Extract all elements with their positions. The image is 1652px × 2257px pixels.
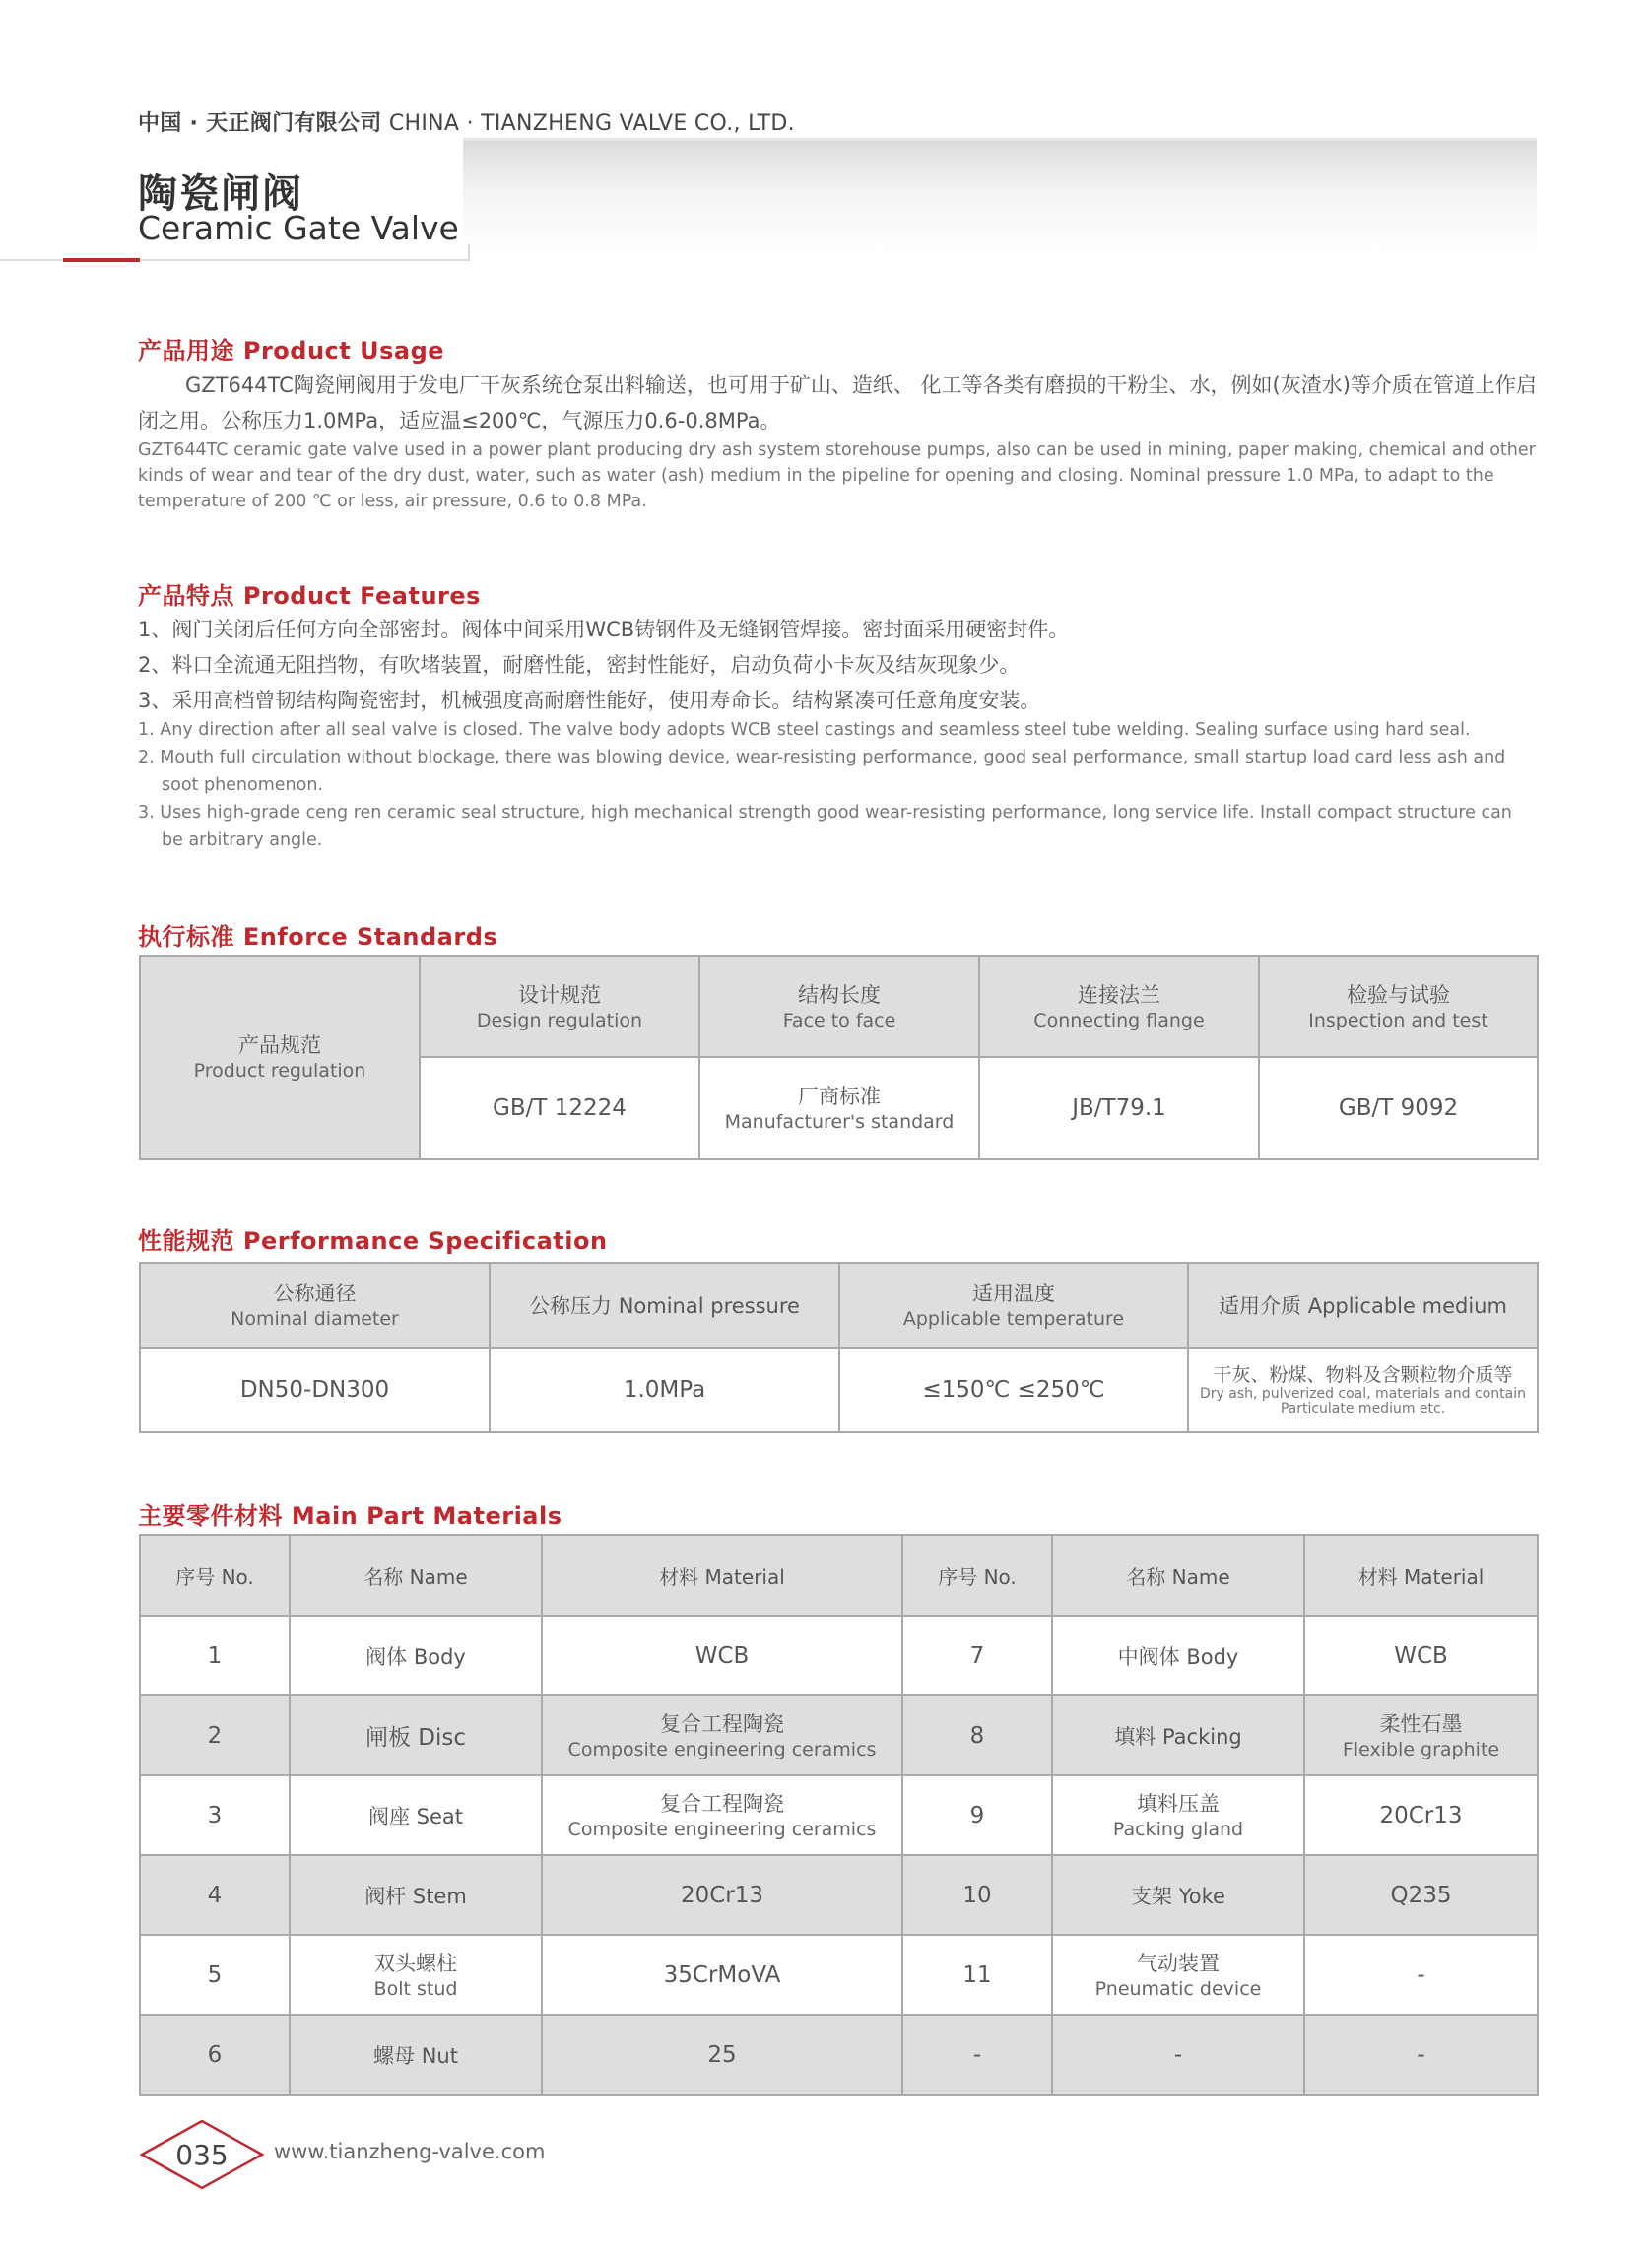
standards-col-cn: 结构长度	[798, 982, 881, 1007]
materials-name: 阀座 Seat	[290, 1775, 542, 1855]
materials-material: Q235	[1304, 1855, 1538, 1935]
materials-no: 8	[902, 1695, 1052, 1775]
table-row	[140, 1775, 1538, 1855]
table-row	[140, 1695, 1538, 1775]
performance-value-medium	[1188, 1348, 1538, 1432]
materials-name	[1052, 1935, 1304, 2015]
company-brand	[138, 106, 795, 137]
materials-name: 阀杆 Stem	[290, 1855, 542, 1935]
standards-table	[139, 955, 1539, 1160]
materials-no: 6	[140, 2015, 290, 2095]
performance-temp-en: Applicable temperature	[902, 1308, 1125, 1330]
materials-material-en: Composite engineering ceramics	[567, 1818, 877, 1840]
standards-value-design: GB/T 12224	[420, 1057, 699, 1159]
features-list-en	[138, 716, 1539, 854]
materials-header-cell: 材料 Material	[542, 1535, 902, 1616]
materials-material-en: Composite engineering ceramics	[567, 1738, 877, 1760]
materials-name: 阀体 Body	[290, 1616, 542, 1695]
materials-name	[1052, 1775, 1304, 1855]
performance-diameter-en: Nominal diameter	[231, 1308, 399, 1330]
standards-value-inspection: GB/T 9092	[1259, 1057, 1538, 1159]
title-underline-tick	[468, 244, 470, 261]
standards-header-cell	[420, 956, 699, 1057]
materials-material: 25	[542, 2015, 902, 2095]
usage-heading-cn: 产品用途	[138, 337, 234, 365]
feature-cn-item: 2、料口全流通无阻挡物，有吹堵装置，耐磨性能，密封性能好，启动负荷小卡灰及结灰现象少。	[138, 653, 1021, 677]
performance-heading-en: Performance Specification	[242, 1228, 608, 1255]
materials-no: 3	[140, 1775, 290, 1855]
standards-product-cell	[140, 956, 420, 1159]
materials-heading-en: Main Part Materials	[291, 1502, 562, 1530]
materials-table	[139, 1534, 1539, 2096]
usage-heading	[138, 331, 444, 365]
table-row	[140, 1855, 1538, 1935]
features-heading	[138, 576, 481, 611]
header-gradient-band	[463, 138, 1537, 251]
materials-material	[542, 1775, 902, 1855]
usage-paragraph-en: GZT644TC ceramic gate valve used in a power plant producing dry ash system storehouse pumps, also can be used in mining, paper making, chemical and other kinds of wear and tear of the dry dust, water, such as water (ash) medium in the pipeline for opening and closing. Nominal pressure 1.0 MPa, to adapt to the temperature of 200 ℃ or less, air pressure, 0.6 to 0.8 MPa.	[138, 440, 1536, 511]
performance-table	[139, 1262, 1539, 1433]
materials-material-cn: 复合工程陶瓷	[660, 1791, 784, 1816]
standards-heading	[138, 917, 497, 952]
standards-product-cn: 产品规范	[238, 1033, 321, 1057]
materials-material-cn: 柔性石墨	[1379, 1711, 1463, 1736]
performance-header-temp	[839, 1263, 1188, 1348]
performance-value-pressure: 1.0MPa	[490, 1348, 839, 1432]
materials-no: 2	[140, 1695, 290, 1775]
standards-face-en: Manufacturer's standard	[724, 1110, 955, 1133]
feature-cn-item: 1、阀门关闭后任何方向全部密封。阀体中间采用WCB铸钢件及无缝钢管焊接。密封面采用硬密封件。	[138, 618, 1070, 641]
website-link[interactable]: www.tianzheng-valve.com	[274, 2140, 546, 2163]
materials-name: 支架 Yoke	[1052, 1855, 1304, 1935]
standards-col-cn: 检验与试验	[1347, 982, 1450, 1007]
materials-material: 35CrMoVA	[542, 1935, 902, 2015]
performance-diameter-cn: 公称通径	[273, 1282, 357, 1305]
materials-material-en: Flexible graphite	[1342, 1738, 1500, 1760]
materials-header-cell: 材料 Material	[1304, 1535, 1538, 1616]
page-title-cn: 陶瓷闸阀	[138, 171, 303, 217]
materials-name	[290, 1935, 542, 2015]
materials-material: -	[1304, 1935, 1538, 2015]
performance-temp-cn: 适用温度	[972, 1282, 1055, 1305]
page-title-en: Ceramic Gate Valve	[138, 209, 459, 247]
materials-heading	[138, 1496, 562, 1531]
materials-material: WCB	[542, 1616, 902, 1695]
standards-heading-en: Enforce Standards	[242, 923, 498, 951]
materials-name-en: Bolt stud	[373, 1977, 458, 2000]
materials-name: 填料 Packing	[1052, 1695, 1304, 1775]
performance-header-pressure: 公称压力 Nominal pressure	[490, 1263, 839, 1348]
performance-value-temp: ≤150℃ ≤250℃	[839, 1348, 1188, 1432]
performance-medium-en: Dry ash, pulverized coal, materials and contain Particulate medium etc.	[1200, 1386, 1526, 1417]
materials-no: 9	[902, 1775, 1052, 1855]
materials-header-cell: 序号 No.	[140, 1535, 290, 1616]
materials-no: -	[902, 2015, 1052, 2095]
standards-col-cn: 连接法兰	[1078, 982, 1160, 1007]
feature-en-item: 3. Uses high-grade ceng ren ceramic seal structure, high mechanical strength good wear-resisting performance, long service life. Install compact structure can be arbitrary angle.	[138, 803, 1512, 850]
materials-name: 螺母 Nut	[290, 2015, 542, 2095]
performance-header-diameter	[140, 1263, 490, 1348]
materials-name-cn: 双头螺柱	[374, 1951, 457, 1975]
brand-en: CHINA · TIANZHENG VALVE CO., LTD.	[388, 111, 795, 136]
page-number: 035	[175, 2139, 229, 2171]
feature-cn-item: 3、采用高档曾韧结构陶瓷密封，机械强度高耐磨性能好，使用寿命长。结构紧凑可任意角度安装。	[138, 689, 1041, 712]
materials-no: 11	[902, 1935, 1052, 2015]
standards-col-en: Design regulation	[476, 1009, 643, 1031]
feature-en-item: 1. Any direction after all seal valve is closed. The valve body adopts WCB steel castings and seamless steel tube welding. Sealing surface using hard seal.	[138, 720, 1471, 740]
materials-material	[542, 1695, 902, 1775]
usage-heading-en: Product Usage	[242, 337, 445, 365]
materials-material: -	[1304, 2015, 1538, 2095]
standards-face-cn: 厂商标准	[798, 1084, 881, 1108]
standards-col-cn: 设计规范	[518, 982, 601, 1007]
header-rule	[463, 138, 1537, 141]
materials-header-cell: 序号 No.	[902, 1535, 1052, 1616]
materials-name: 闸板 Disc	[290, 1695, 542, 1775]
standards-col-en: Inspection and test	[1308, 1009, 1488, 1031]
materials-heading-cn: 主要零件材料	[138, 1502, 283, 1530]
standards-col-en: Face to face	[782, 1009, 896, 1031]
features-heading-cn: 产品特点	[138, 582, 234, 610]
materials-header-cell: 名称 Name	[1052, 1535, 1304, 1616]
usage-paragraph-cn: GZT644TC陶瓷闸阀用于发电厂干灰系统仓泵出料输送，也可用于矿山、造纸、 化工等各类有磨损的干粉尘、水，例如(灰渣水)等介质在管道上作启闭之用。公称压力1.0MPa，适应温≤200℃，气源压力0.6-0.8MPa。	[138, 373, 1537, 432]
feature-en-item: 2. Mouth full circulation without blockage, there was blowing device, wear-resisting performance, good seal performance, small startup load card less ash and soot phenomenon.	[138, 748, 1506, 795]
materials-header-row	[140, 1535, 1538, 1616]
materials-name-en: Packing gland	[1112, 1818, 1244, 1840]
performance-medium-cn: 干灰、粉煤、物料及含颗粒物介质等	[1213, 1364, 1513, 1386]
materials-no: 4	[140, 1855, 290, 1935]
standards-value-face	[699, 1057, 979, 1159]
page-number-badge	[140, 2118, 264, 2191]
standards-header-cell	[699, 956, 979, 1057]
features-list-cn	[138, 612, 1537, 718]
brand-cn: 中国 · 天正阀门有限公司	[138, 111, 382, 136]
standards-header-cell	[979, 956, 1259, 1057]
performance-header-medium: 适用介质 Applicable medium	[1188, 1263, 1538, 1348]
table-row	[140, 1935, 1538, 2015]
standards-product-en: Product regulation	[193, 1060, 366, 1082]
materials-header-cell: 名称 Name	[290, 1535, 542, 1616]
materials-material: 20Cr13	[542, 1855, 902, 1935]
materials-name: 中阀体 Body	[1052, 1616, 1304, 1695]
standards-heading-cn: 执行标准	[138, 923, 234, 951]
standards-header-cell	[1259, 956, 1538, 1057]
materials-no: 7	[902, 1616, 1052, 1695]
standards-value-flange: JB/T79.1	[979, 1057, 1259, 1159]
materials-no: 1	[140, 1616, 290, 1695]
materials-name: -	[1052, 2015, 1304, 2095]
performance-heading	[138, 1222, 608, 1256]
materials-name-cn: 气动装置	[1137, 1951, 1220, 1975]
table-row	[140, 1616, 1538, 1695]
materials-no: 10	[902, 1855, 1052, 1935]
materials-material: WCB	[1304, 1616, 1538, 1695]
title-accent-line	[63, 258, 140, 262]
materials-name-cn: 填料压盖	[1137, 1791, 1220, 1816]
materials-material-cn: 复合工程陶瓷	[660, 1711, 784, 1736]
standards-col-en: Connecting flange	[1033, 1009, 1205, 1031]
materials-material: 20Cr13	[1304, 1775, 1538, 1855]
features-heading-en: Product Features	[242, 582, 481, 610]
table-row	[140, 2015, 1538, 2095]
materials-no: 5	[140, 1935, 290, 2015]
performance-heading-cn: 性能规范	[138, 1228, 234, 1255]
materials-name-en: Pneumatic device	[1094, 1977, 1262, 2000]
performance-value-diameter: DN50-DN300	[140, 1348, 490, 1432]
materials-material	[1304, 1695, 1538, 1775]
